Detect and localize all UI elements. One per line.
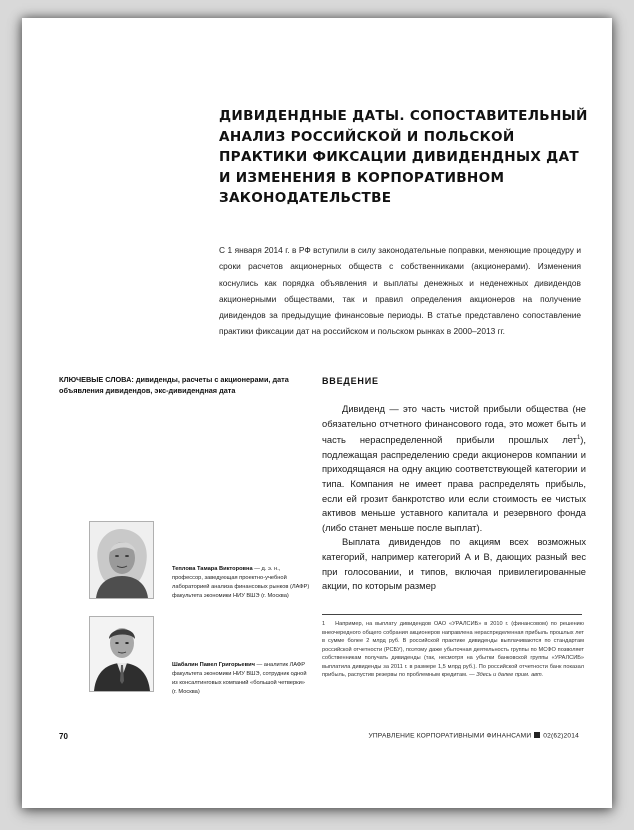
- paragraph-1-part-a: Дивиденд — это часть чистой прибыли общества (не обязательно отчетного финансового года, это может быть и часть нераспределенной прибыли прошлых лет: [322, 404, 586, 446]
- author-photo-shabalin: [89, 616, 154, 692]
- footnote-divider: [322, 614, 582, 615]
- article-title: ДИВИДЕНДНЫЕ ДАТЫ. СОПОСТАВИТЕЛЬНЫЙ АНАЛИЗ РОССИЙСКОЙ И ПОЛЬСКОЙ ПРАКТИКИ ФИКСАЦИИ ДИВИДЕНДНЫХ ДАТ И ИЗМЕНЕНИЯ В КОРПОРАТИВНОМ ЗАКОНОДАТЕЛЬСТВЕ: [219, 108, 588, 206]
- author-bio: — аналитик ЛАФР факультета экономики НИУ ВШЭ, сотрудник одной из консалтинговых компаний «большой четверки» (г. Москва): [172, 662, 307, 695]
- paragraph-2: Выплата дивидендов по акциям всех возможных категорий, например категорий A и B, дающих разный вес при голосовании, и типов, включая привилегированные акции, по которым размер: [322, 537, 586, 592]
- running-footer: [368, 732, 579, 740]
- paragraph-1-part-b: ), подлежащая распределению среди акционеров компании и приходящаяся на одну акцию соответствующей категории и типа. Компания не имеет права распределять прибыль, если ей грозит банкротство или если стоимость ее чистых активов меньше уставного капитала и резервного фонда (либо станет меньше после выплат).: [322, 435, 586, 533]
- author-name: Шабалин Павел Григорьевич: [172, 662, 255, 668]
- author-photo-teplova: [89, 521, 154, 599]
- keywords: КЛЮЧЕВЫЕ СЛОВА: дивиденды, расчеты с акционерами, дата объявления дивидендов, экс-дивидендная дата: [59, 375, 289, 395]
- paragraph-1: [322, 402, 586, 535]
- author-info-teplova: [172, 565, 310, 601]
- journal-page: [22, 18, 612, 808]
- footnote: [322, 620, 584, 680]
- author-info-shabalin: [172, 661, 310, 697]
- article-abstract: С 1 января 2014 г. в РФ вступили в силу законодательные поправки, меняющие процедуру и сроки расчетов акционерных обществ с собственниками (акционерами). Изменения коснулись как порядка объявления и выплаты денежных и неденежных дивидендов акционерными обществами, так и правил определения акционеров на получение дивидендов за предыдущие финансовые периоды. В статье представлено сопоставление практики фиксации дат на российском и польском рынках в 2000–2013 гг.: [219, 245, 581, 337]
- footnote-text: Например, на выплату дивидендов ОАО «УРАЛСИБ» в 2010 г. (финансовом) по решению внеочередного общего собрания акционеров направлена нераспределенная прибыль прошлых лет в сумме более 2 млрд руб. В российской практике дивиденды выплачиваются по стандартам российской отчетности (РСБУ), поэтому даже убыточная деятельность группы по МСФО позволяет собственникам получать дивиденды (так, несмотря на убытки банковской группы «УРАЛСИБ» выплатила дивиденды за 2011 г. в размере 1,5 млрд руб.). По российской отчетности банк показал прибыль, распустив резервы по проблемным кредитам.: [322, 621, 584, 678]
- journal-name: УПРАВЛЕНИЕ КОРПОРАТИВНЫМИ ФИНАНСАМИ: [368, 732, 532, 740]
- author-bio: — д. э. н., профессор, заведующая проектно-учебной лабораторией анализа финансовых рынков (ЛАФР) факультета экономики НИУ ВШЭ (г. Москва): [172, 566, 310, 599]
- footnote-number: 1: [322, 621, 326, 627]
- footnote-ref: 1: [576, 435, 581, 442]
- footnote-tail: — Здесь и далее прим. авт.: [469, 672, 544, 678]
- square-separator-icon: [534, 732, 540, 738]
- body-text: [322, 402, 586, 594]
- portrait-woman-icon: [90, 522, 153, 598]
- section-title-introduction: ВВЕДЕНИЕ: [322, 376, 379, 386]
- page-number: 70: [59, 732, 68, 741]
- issue-number: 02(62)2014: [543, 732, 579, 740]
- portrait-man-icon: [90, 617, 153, 691]
- author-name: Теплова Тамара Викторовна: [172, 566, 253, 572]
